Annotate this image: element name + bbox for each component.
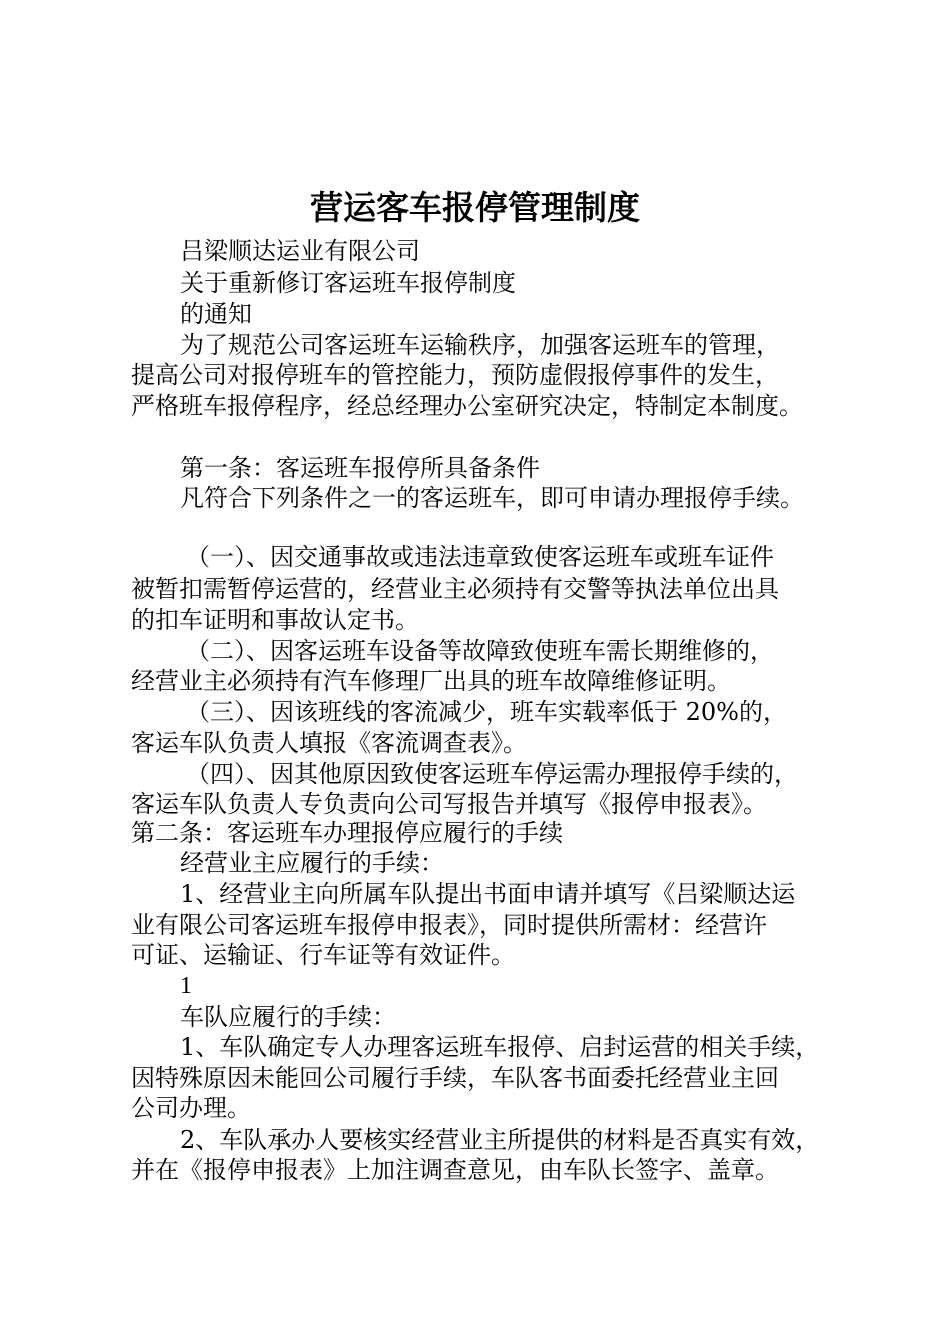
company-name-line: 吕梁顺达运业有限公司 [180, 237, 420, 265]
intro-paragraph-line: 提高公司对报停班车的管控能力，预防虚假报停事件的发生， [131, 361, 779, 389]
clause-one-line: （一）、因交通事故或违法违章致使客运班车或班车证件 [186, 543, 774, 571]
owner-step-one-line: 1、经营业主向所属车队提出书面申请并填写《吕梁顺达运 [180, 880, 796, 908]
intro-paragraph-line: 严格班车报停程序，经总经理办公室研究决定，特制定本制度。 [131, 392, 803, 420]
page-number: 1 [180, 973, 192, 999]
intro-paragraph-line: 为了规范公司客运班车运输秩序，加强客运班车的管理， [180, 331, 780, 359]
clause-three-line: （三）、因该班线的客流减少，班车实载率低于 20%的， [186, 698, 787, 726]
fleet-step-one-line: 1、车队确定专人办理客运班车报停、启封运营的相关手续， [180, 1033, 820, 1061]
fleet-step-one-line: 公司办理。 [131, 1094, 251, 1122]
notice-subject-line: 关于重新修订客运班车报停制度 [180, 269, 516, 297]
clause-three-line: 客运车队负责人填报《客流调查表》。 [131, 729, 527, 757]
fleet-step-two-line: 并在《报停申报表》上加注调查意见，由车队长签字、盖章。 [131, 1156, 779, 1184]
clause-two-line: 经营业主必须持有汽车修理厂出具的班车故障维修证明。 [131, 667, 731, 695]
notice-label-line: 的通知 [180, 300, 252, 328]
owner-step-one-line: 可证、运输证、行车证等有效证件。 [131, 941, 515, 969]
fleet-procedures-heading: 车队应履行的手续： [180, 1003, 396, 1031]
fleet-step-one-line: 因特殊原因未能回公司履行手续，车队客书面委托经营业主回 [131, 1064, 779, 1092]
clause-one-line: 被暂扣需暂停运营的，经营业主必须持有交警等执法单位出具 [131, 575, 779, 603]
article-two-heading: 第二条：客运班车办理报停应履行的手续 [131, 819, 563, 847]
clause-four-line: 客运车队负责人专负责向公司写报告并填写《报停申报表》。 [131, 790, 767, 818]
article-one-heading: 第一条：客运班车报停所具备条件 [180, 454, 540, 482]
clause-two-line: （二）、因客运班车设备等故障致使班车需长期维修的， [186, 637, 774, 665]
clause-one-line: 的扣车证明和事故认定书。 [131, 606, 419, 634]
fleet-step-two-line: 2、车队承办人要核实经营业主所提供的材料是否真实有效， [180, 1126, 820, 1154]
owner-procedures-heading: 经营业主应履行的手续： [180, 849, 444, 877]
article-one-intro: 凡符合下列条件之一的客运班车，即可申请办理报停手续。 [180, 484, 804, 512]
clause-four-line: （四）、因其他原因致使客运班车停运需办理报停手续的， [186, 760, 798, 788]
document-title: 营运客车报停管理制度 [310, 188, 640, 227]
owner-step-one-line: 业有限公司客运班车报停申报表》，同时提供所需材：经营许 [131, 911, 767, 939]
